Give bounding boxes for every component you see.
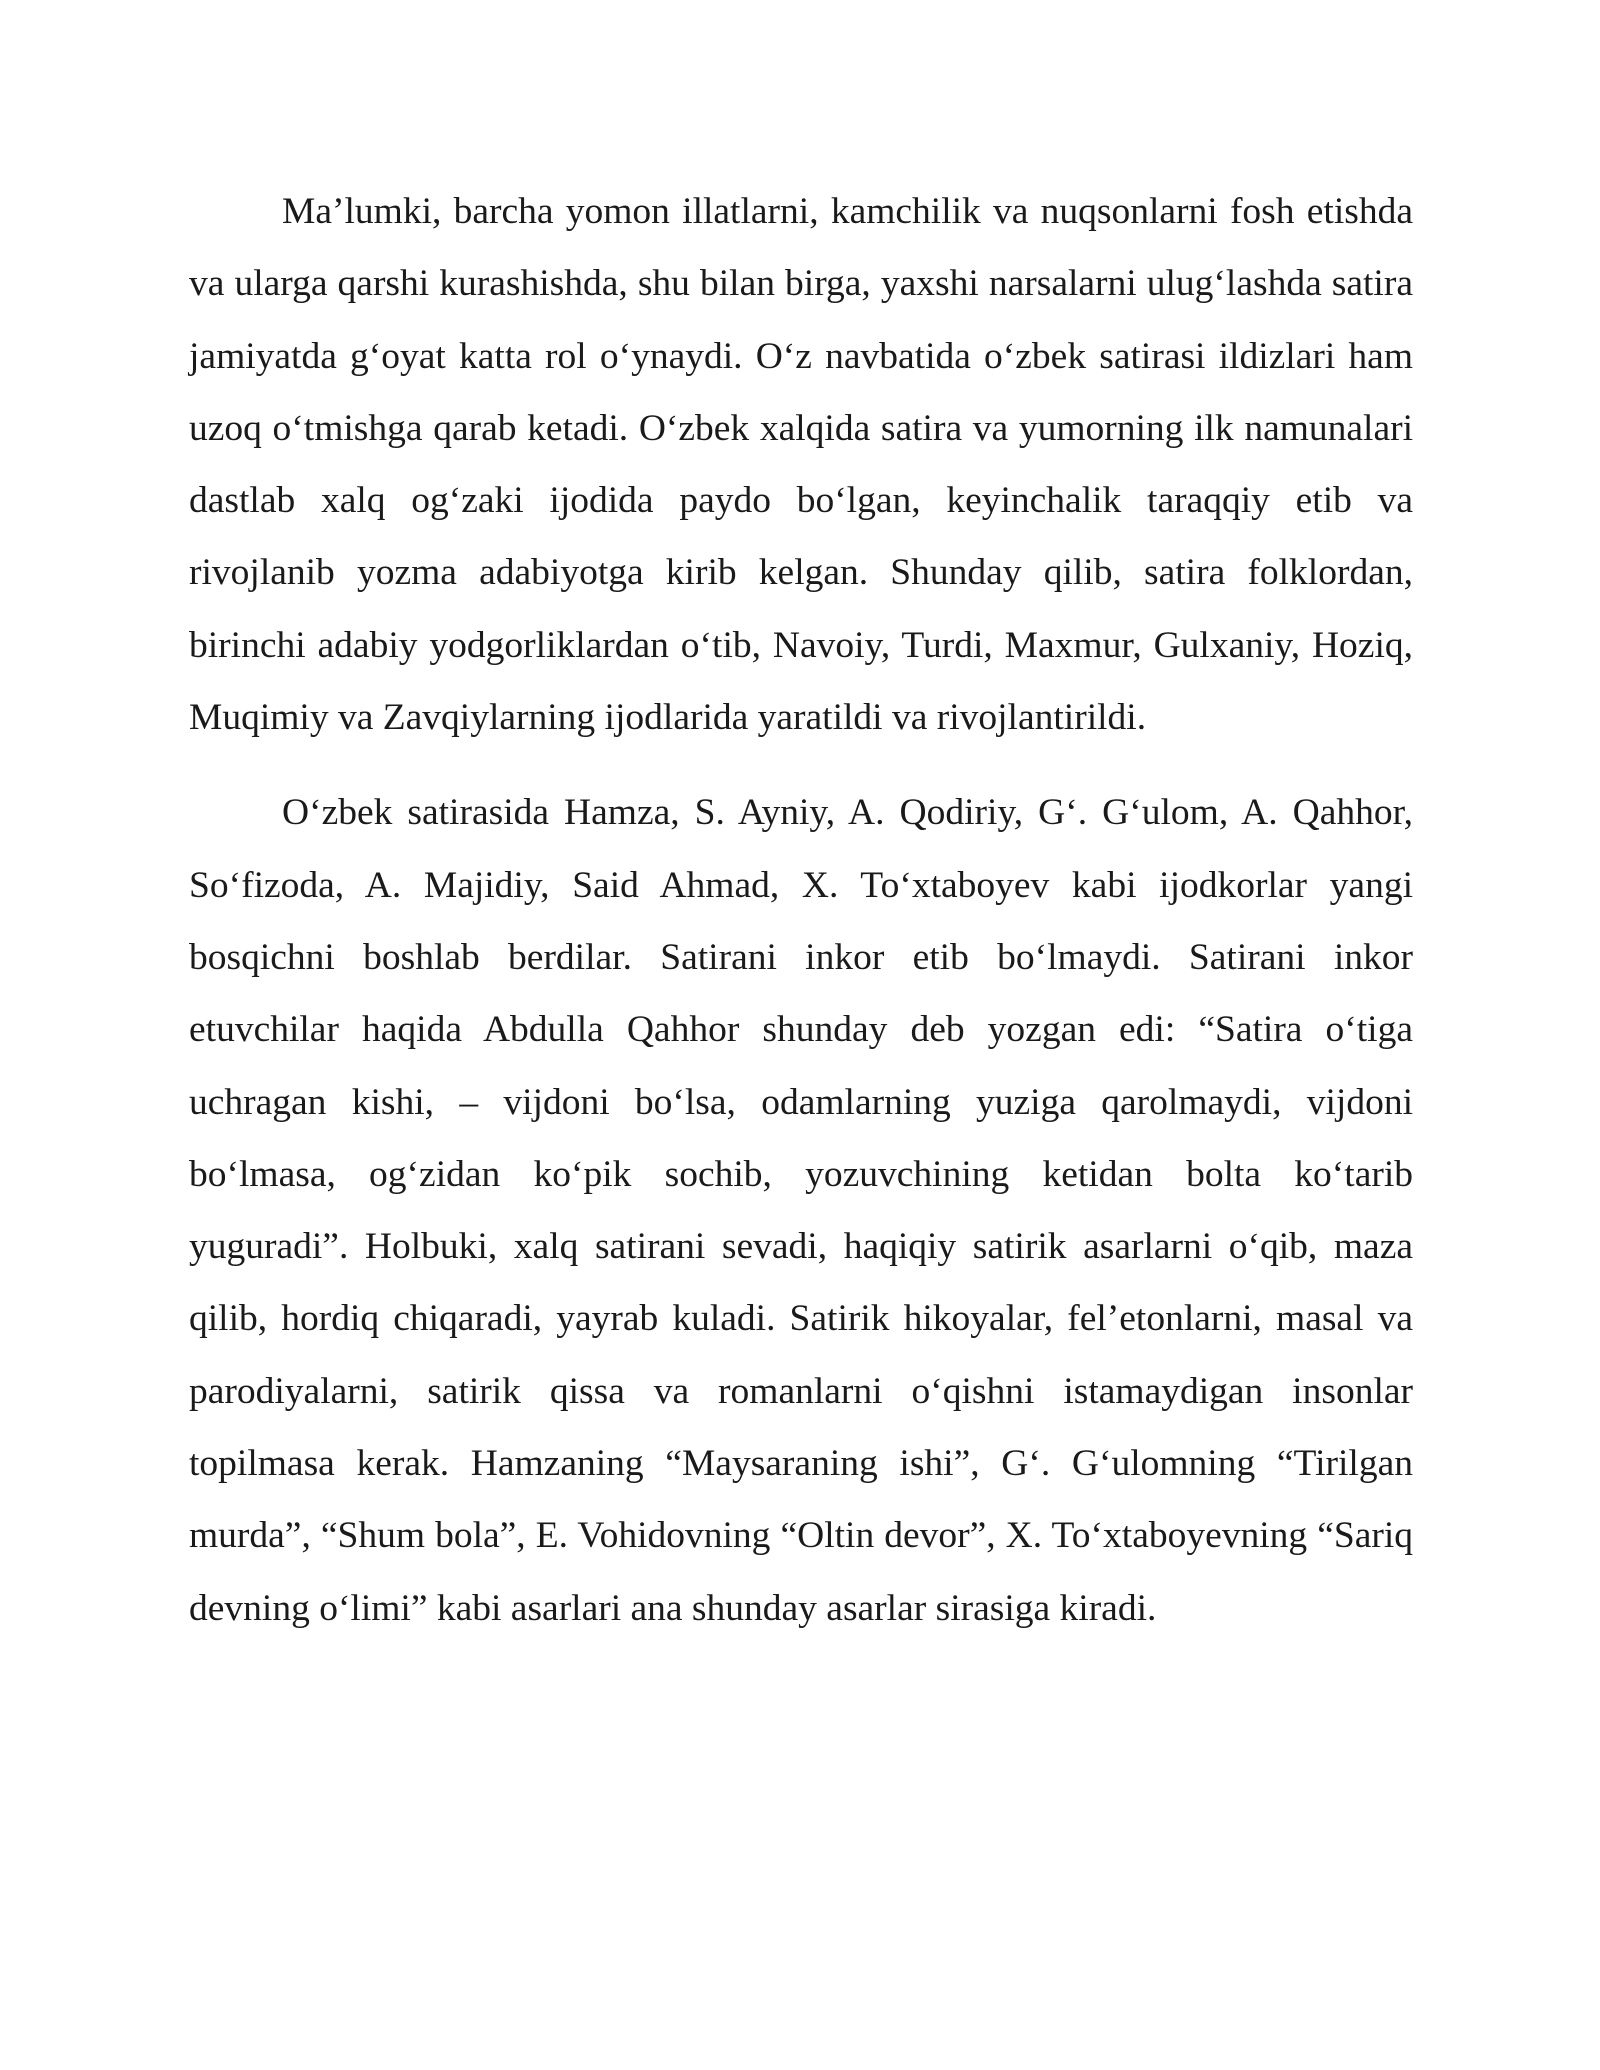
document-page xyxy=(189,176,1413,1645)
paragraph-2: O‘zbek satirasida Hamza, S. Ayniy, A. Qodiriy, G‘. G‘ulom, A. Qahhor, So‘fizoda, A. Majidiy, Said Ahmad, X. To‘xtaboyev kabi ijodkorlar yangi bosqichni boshlab berdilar. Satirani inkor etib bo‘lmaydi. Satirani inkor etuvchilar haqida Abdulla Qahhor shunday deb yozgan edi: “Satira o‘tiga uchragan kishi, – vijdoni bo‘lsa, odamlarning yuziga qarolmaydi, vijdoni bo‘lmasa, og‘zidan ko‘pik sochib, yozuvchining ketidan bolta ko‘tarib yuguradi”. Holbuki, xalq satirani sevadi, haqiqiy satirik asarlarni o‘qib, maza qilib, hordiq chiqaradi, yayrab kuladi. Satirik hikoyalar, fel’etonlarni, masal va parodiyalarni, satirik qissa va romanlarni o‘qishni istamaydigan insonlar topilmasa kerak. Hamzaning “Maysaraning ishi”, G‘. G‘ulomning “Tirilgan murda”, “Shum bola”, E. Vohidovning “Oltin devor”, X. To‘xtaboyevning “Sariq devning o‘limi” kabi asarlari ana shunday asarlar sirasiga kiradi. xyxy=(189,792,1413,1629)
paragraph-1: Ma’lumki, barcha yomon illatlarni, kamchilik va nuqsonlarni fosh etishda va ularga qarshi kurashishda, shu bilan birga, yaxshi narsalarni ulug‘lashda satira jamiyatda g‘oyat katta rol o‘ynaydi. O‘z navbatida o‘zbek satirasi ildizlari ham uzoq o‘tmishga qarab ketadi. O‘zbek xalqida satira va yumorning ilk namunalari dastlab xalq og‘zaki ijodida paydo bo‘lgan, keyinchalik taraqqiy etib va rivojlanib yozma adabiyotga kirib kelgan. Shunday qilib, satira folklordan, birinchi adabiy yodgorliklardan o‘tib, Navoiy, Turdi, Maxmur, Gulxaniy, Hoziq, Muqimiy va Zavqiylarning ijodlarida yaratildi va rivojlantirildi. xyxy=(189,191,1413,739)
